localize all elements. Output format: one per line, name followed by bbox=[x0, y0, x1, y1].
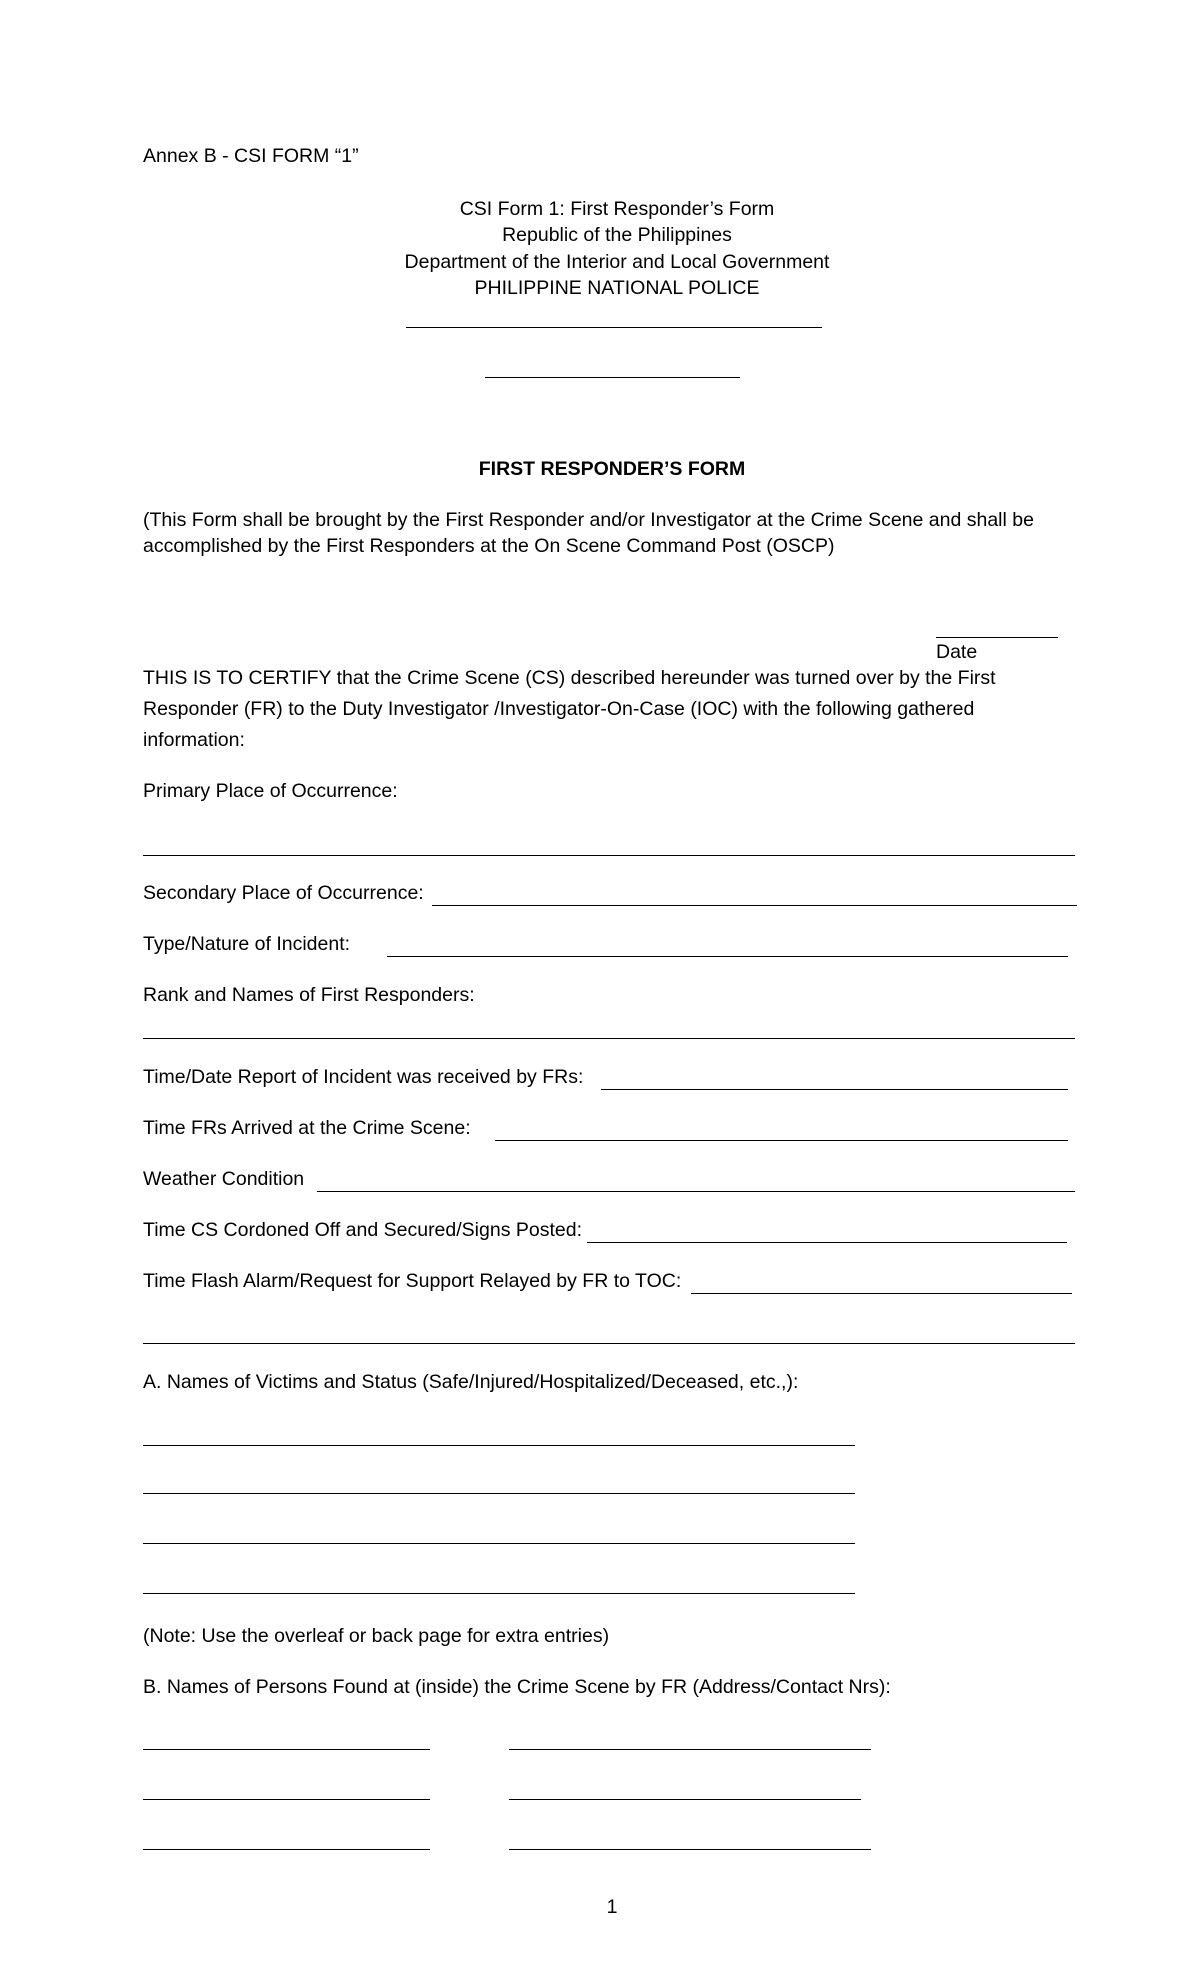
time-flash-alarm-label: Time Flash Alarm/Request for Support Relayed by FR to TOC: bbox=[143, 1270, 682, 1292]
weather-label: Weather Condition bbox=[143, 1168, 305, 1190]
department-line: Department of the Interior and Local Government bbox=[404, 251, 830, 273]
office-underline bbox=[485, 377, 740, 378]
time-arrived-label: Time FRs Arrived at the Crime Scene: bbox=[143, 1117, 471, 1139]
person-contact-line-1[interactable] bbox=[509, 1749, 871, 1750]
victim-line-4[interactable] bbox=[143, 1593, 855, 1594]
person-contact-line-2[interactable] bbox=[509, 1799, 861, 1800]
first-responders-label: Rank and Names of First Responders: bbox=[143, 984, 475, 1006]
person-name-line-3[interactable] bbox=[143, 1849, 430, 1850]
certify-line-2: Responder (FR) to the Duty Investigator /Investigator-On-Case (IOC) with the following gathered bbox=[143, 698, 975, 720]
time-flash-alarm-extra-line[interactable] bbox=[143, 1343, 1075, 1344]
weather-field[interactable] bbox=[317, 1191, 1075, 1192]
instructions-line-1: (This Form shall be brought by the First Responder and/or Investigator at the Crime Scene and shall be bbox=[143, 509, 1034, 531]
incident-type-label: Type/Nature of Incident: bbox=[143, 933, 351, 955]
instructions-line-2: accomplished by the First Responders at the On Scene Command Post (OSCP) bbox=[143, 535, 835, 557]
republic-line: Republic of the Philippines bbox=[502, 224, 732, 246]
time-arrived-field[interactable] bbox=[495, 1140, 1068, 1141]
annex-label: Annex B - CSI FORM “1” bbox=[143, 145, 359, 167]
certify-line-3: information: bbox=[143, 729, 245, 751]
section-b-heading: B. Names of Persons Found at (inside) the Crime Scene by FR (Address/Contact Nrs): bbox=[143, 1676, 891, 1698]
person-contact-line-3[interactable] bbox=[509, 1849, 871, 1850]
incident-type-field[interactable] bbox=[387, 956, 1068, 957]
secondary-place-field[interactable] bbox=[432, 905, 1077, 906]
date-label: Date bbox=[936, 641, 978, 663]
page-number: 1 bbox=[606, 1896, 618, 1918]
date-field-line[interactable] bbox=[936, 637, 1058, 638]
person-name-line-2[interactable] bbox=[143, 1799, 430, 1800]
time-received-field[interactable] bbox=[601, 1089, 1068, 1090]
person-name-line-1[interactable] bbox=[143, 1749, 430, 1750]
time-cordoned-field[interactable] bbox=[587, 1242, 1067, 1243]
time-flash-alarm-field[interactable] bbox=[691, 1293, 1072, 1294]
note-text: (Note: Use the overleaf or back page for extra entries) bbox=[143, 1625, 610, 1647]
primary-place-label: Primary Place of Occurrence: bbox=[143, 780, 398, 802]
time-cordoned-label: Time CS Cordoned Off and Secured/Signs Posted: bbox=[143, 1219, 582, 1241]
victim-line-1[interactable] bbox=[143, 1445, 855, 1446]
time-received-label: Time/Date Report of Incident was received by FRs: bbox=[143, 1066, 584, 1088]
victim-line-2[interactable] bbox=[143, 1493, 855, 1494]
secondary-place-label: Secondary Place of Occurrence: bbox=[143, 882, 424, 904]
first-responders-field[interactable] bbox=[143, 1038, 1075, 1039]
page-title: FIRST RESPONDER’S FORM bbox=[478, 458, 746, 480]
form-name: CSI Form 1: First Responder’s Form bbox=[459, 198, 775, 220]
victim-line-3[interactable] bbox=[143, 1543, 855, 1544]
agency-line: PHILIPPINE NATIONAL POLICE bbox=[474, 277, 760, 299]
certify-line-1: THIS IS TO CERTIFY that the Crime Scene (CS) described hereunder was turned over by the First bbox=[143, 667, 996, 689]
section-a-heading: A. Names of Victims and Status (Safe/Injured/Hospitalized/Deceased, etc.,): bbox=[143, 1371, 799, 1393]
primary-place-field[interactable] bbox=[143, 855, 1075, 856]
letterhead-underline bbox=[406, 327, 822, 328]
